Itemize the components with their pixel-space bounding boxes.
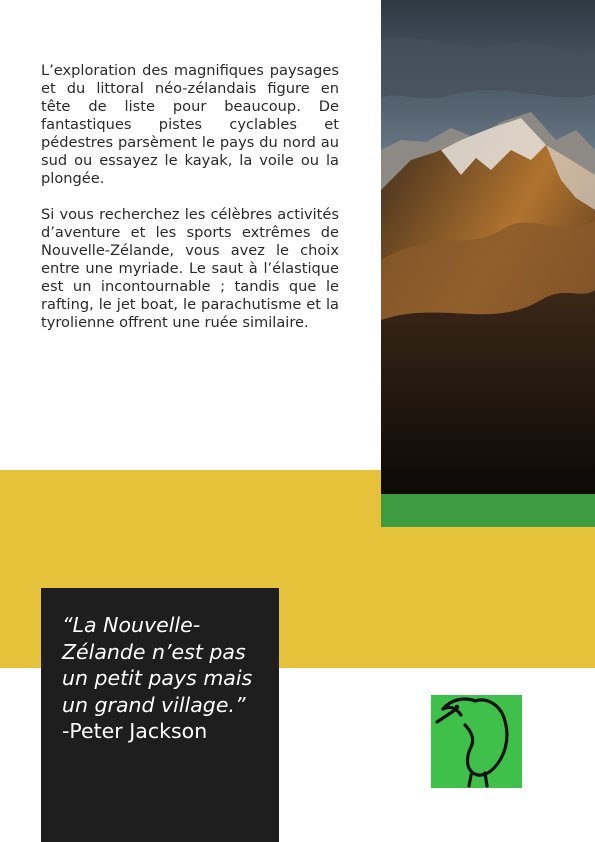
paragraph-adventure: Si vous recherchez les célèbres activités d’aventure et les sports extrêmes de Nouvelle-Zélande, vous avez le choix entre une myriade. Le saut à l’élastique est un incontournable ; tandis que le rafting, le jet boat, le parachutisme et la tyrolienne offrent une ruée similaire.: [41, 206, 339, 331]
quote-box: [41, 588, 279, 842]
kiwi-bird-icon: [431, 695, 522, 788]
mountain-landscape-photo: [381, 0, 595, 494]
paragraph-landscapes: L’exploration des magnifiques paysages et du littoral néo-zélandais figure en tête de liste pour beaucoup. De fantastiques pistes cyclables et pédestres parsèment le pays du nord au sud ou essayez le kayak, la voile ou la plongée.: [41, 62, 339, 187]
green-accent-bar: [381, 494, 595, 527]
body-text: [41, 62, 339, 350]
quote-text: “La Nouvelle-Zélande n’est pas un petit pays mais un grand village.”: [62, 613, 253, 717]
quote-author: -Peter Jackson: [62, 719, 208, 743]
